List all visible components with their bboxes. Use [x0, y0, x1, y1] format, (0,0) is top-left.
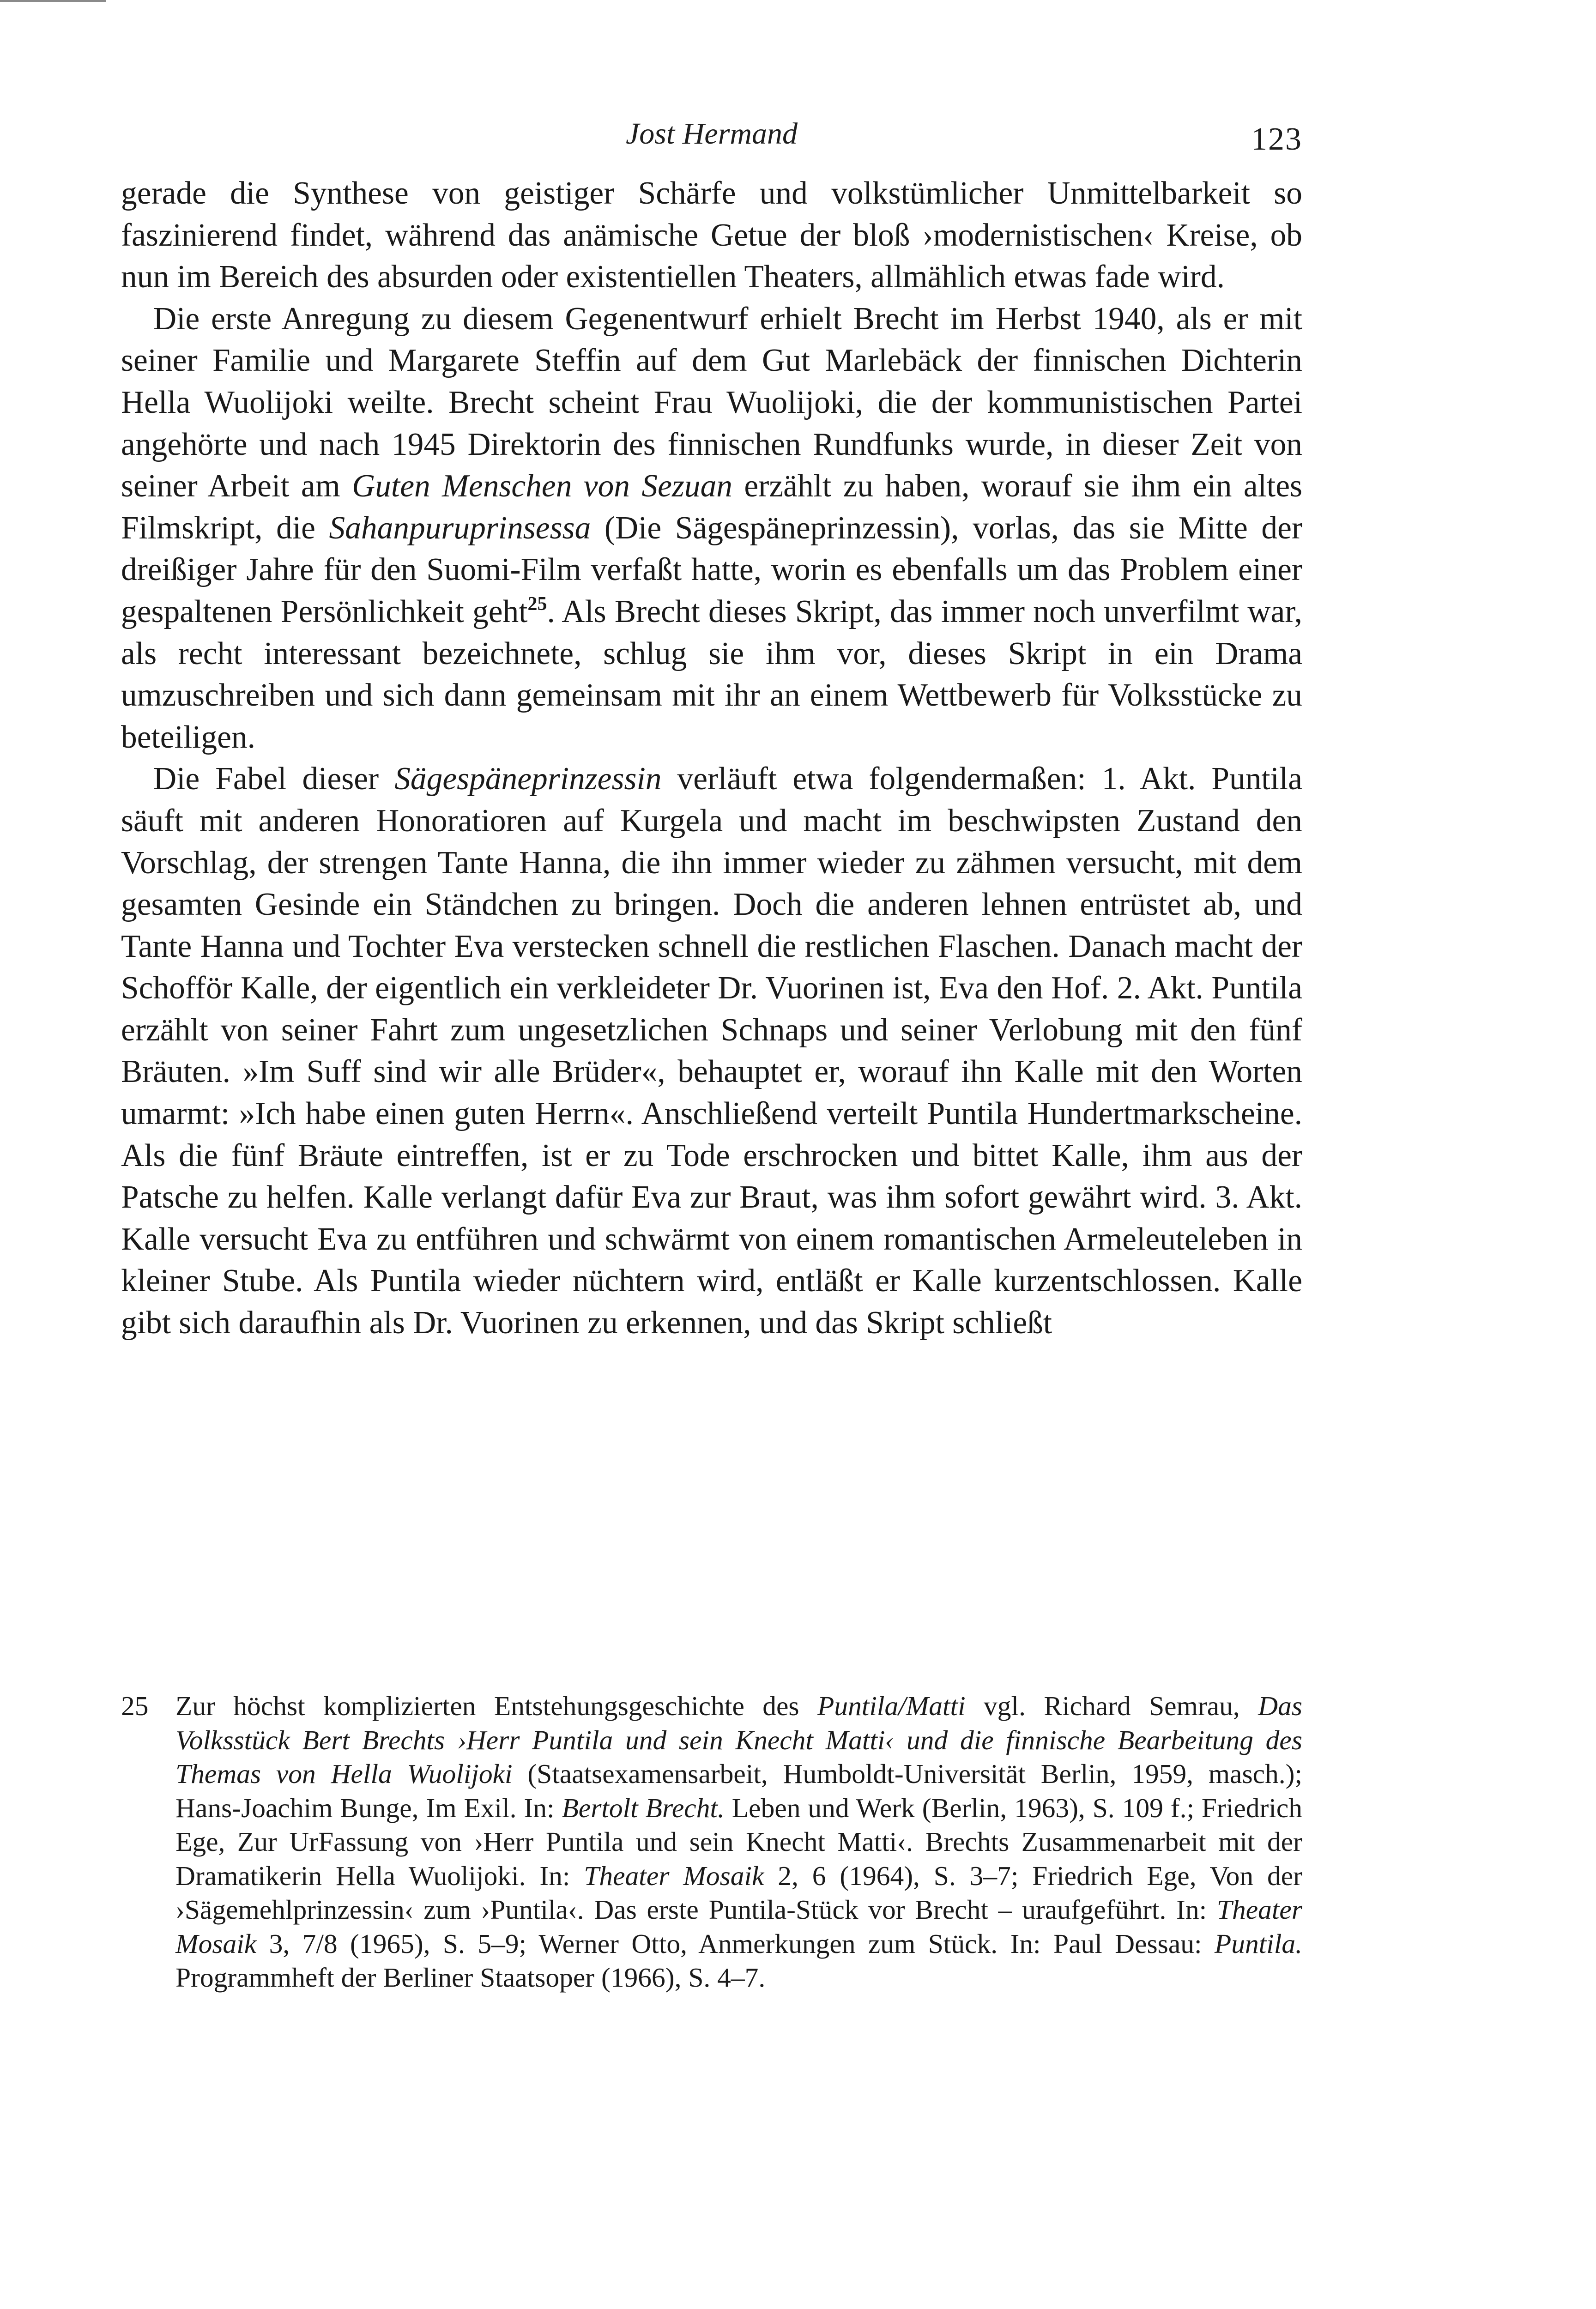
- scan-edge-mark: [0, 0, 106, 2]
- work-title-saegespaeneprinzessin: Sägespäneprinzessin: [394, 761, 662, 797]
- paragraph-2-text-d: . Als Brecht dieses Skript, das immer noch unverfilmt war, als recht interessant bezeichnete, schlug sie ihm vor, dieses Skript in ein Drama umzuschreiben und sich dann gemeinsam mit ihr an einem Wettbewerb für Volksstücke zu beteiligen.: [121, 593, 1302, 755]
- footnote-number: 25: [121, 1691, 149, 1721]
- footnote-text-4: Leben und Werk (Berlin, 1963), S. 109 f.; Friedrich Ege, Zur UrFassung von ›Herr Puntila und sein Knecht Matti‹. Brechts Zusammenarbeit mit der Dramatikerin Hella Wuolijoki. In:: [175, 1792, 1303, 1891]
- page-number: 123: [1251, 121, 1302, 157]
- paragraph-2-text-c: (Die Sägespäneprinzessin), vorlas, das sie Mitte der dreißiger Jahre für den Suomi-Film verfaßt hatte, worin es ebenfalls um das Problem einer gespaltenen Persönlichkeit geht: [121, 510, 1302, 629]
- footnote-italic-6: Puntila.: [1214, 1928, 1302, 1959]
- body-text: [121, 173, 1302, 1344]
- footnote-text-1: Zur höchst komplizierten Entstehungsgeschichte des: [175, 1691, 817, 1721]
- footnote-text-3: (Staatsexamensarbeit, Humboldt-Universität Berlin, 1959, masch.); Hans-Joachim Bunge, Im Exil. In:: [175, 1759, 1302, 1823]
- footnote-italic-4: Theater Mosaik: [584, 1860, 764, 1891]
- work-title-guten-menschen: Guten Menschen von Sezuan: [352, 468, 732, 504]
- book-page: [121, 111, 1303, 1993]
- paragraph-2: [121, 298, 1302, 759]
- paragraph-3-text-b: verläuft etwa folgendermaßen: 1. Akt. Puntila säuft mit anderen Honoratioren auf Kurgela und macht im beschwipsten Zustand den Vorschlag, der strengen Tante Hanna, die ihn immer wieder zu zähmen versucht, mit dem gesamten Gesinde ein Ständchen zu bringen. Doch die anderen lehnen entrüstet ab, und Tante Hanna und Tochter Eva verstecken schnell die restlichen Flaschen. Danach macht der Schofför Kalle, der eigentlich ein verkleideter Dr. Vuorinen ist, Eva den Hof. 2. Akt. Puntila erzählt von seiner Fahrt zum ungesetzlichen Schnaps und seiner Verlobung mit den fünf Bräuten. »Im Suff sind wir alle Brüder«, behauptet er, worauf ihn Kalle mit den Worten umarmt: »Ich habe einen guten Herrn«. Anschließend verteilt Puntila Hundertmarkscheine. Als die fünf Bräute eintreffen, ist er zu Tode erschrocken und bittet Kalle, ihm aus der Patsche zu helfen. Kalle verlangt dafür Eva zur Braut, was ihm sofort gewährt wird. 3. Akt. Kalle versucht Eva zu entführen und schwärmt von einem romantischen Armeleuteleben in kleiner Stube. Als Puntila wieder nüchtern wird, entläßt er Kalle kurzentschlossen. Kalle gibt sich daraufhin als Dr. Vuorinen zu erkennen, und das Skript schließt: [121, 761, 1302, 1341]
- work-title-sahanpuruprinsessa: Sahanpuruprinsessa: [329, 510, 591, 546]
- footnote-italic-2: Das Volksstück Bert Brechts ›Herr Puntila und sein Knecht Matti‹ und die finnische Bearbeitung des Themas von Hella Wuolijoki: [175, 1691, 1302, 1789]
- footnote-italic-3: Bertolt Brecht.: [562, 1792, 725, 1823]
- footnote-italic-5: Theater Mosaik: [175, 1894, 1302, 1959]
- footnote-text-2: vgl. Richard Semrau,: [965, 1691, 1258, 1721]
- footnote-text-6: 3, 7/8 (1965), S. 5–9; Werner Otto, Anmerkungen zum Stück. In: Paul Dessau:: [256, 1928, 1215, 1959]
- footnote-25: [121, 1689, 1302, 1995]
- paragraph-1: [121, 173, 1302, 298]
- footnotes: [121, 1689, 1302, 1995]
- footnote-text-7: Programmheft der Berliner Staatsoper (1966), S. 4–7.: [175, 1962, 766, 1993]
- paragraph-3-text-a: Die Fabel dieser: [153, 761, 395, 797]
- paragraph-2-text-a: Die erste Anregung zu diesem Gegenentwurf erhielt Brecht im Herbst 1940, als er mit seiner Familie und Margarete Steffin auf dem Gut Marlebäck der finnischen Dichterin Hella Wuolijoki weilte. Brecht scheint Frau Wuolijoki, die der kommunistischen Partei angehörte und nach 1945 Direktorin des finnischen Rundfunks wurde, in dieser Zeit von seiner Arbeit am: [121, 301, 1302, 504]
- footnote-text-5: 2, 6 (1964), S. 3–7; Friedrich Ege, Von der ›Sägemehlprinzessin‹ zum ›Puntila‹. Das erste Puntila-Stück vor Brecht – uraufgeführt. In:: [175, 1860, 1302, 1925]
- footnote-reference[interactable]: 25: [527, 593, 547, 615]
- paragraph-1-text: gerade die Synthese von geistiger Schärfe und volkstümlicher Unmittelbarkeit so faszinierend findet, während das anämische Getue der bloß ›modernistischen‹ Kreise, ob nun im Bereich des absurden oder existentiellen Theaters, allmählich etwas fade wird.: [121, 175, 1302, 295]
- running-head: [121, 111, 1302, 162]
- running-head-author: Jost Hermand: [625, 117, 798, 151]
- paragraph-3: [121, 758, 1302, 1344]
- paragraph-2-text-b: erzählt zu haben, worauf sie ihm ein altes Filmskript, die: [121, 468, 1303, 546]
- footnote-italic-1: Puntila/Matti: [817, 1691, 966, 1721]
